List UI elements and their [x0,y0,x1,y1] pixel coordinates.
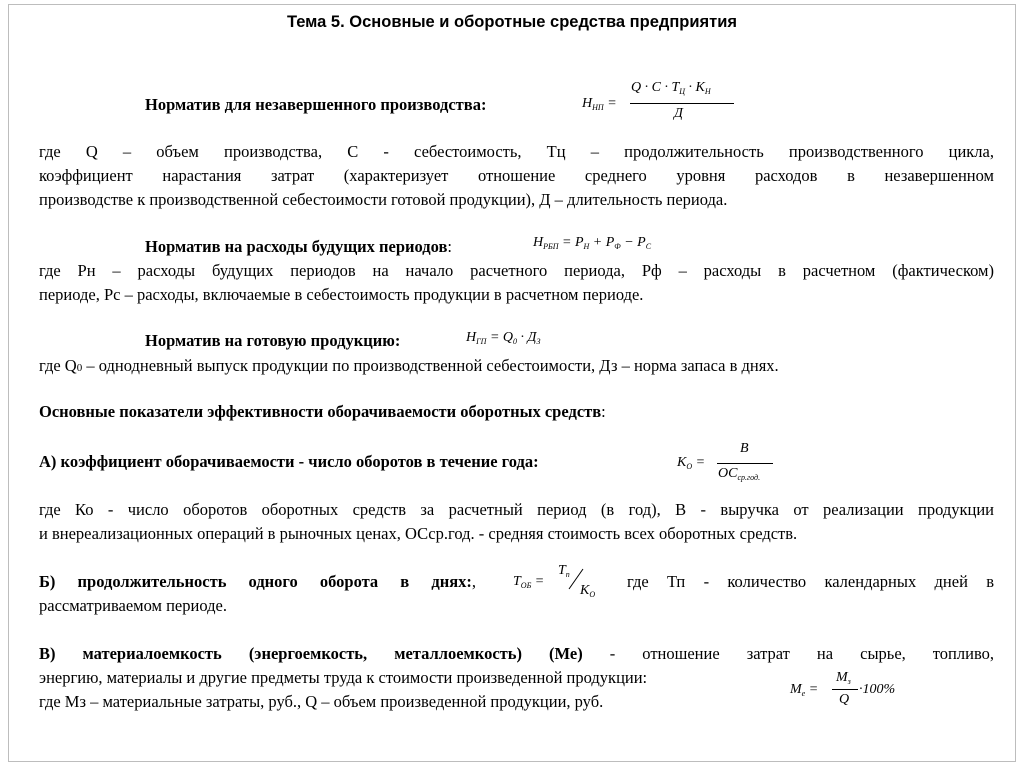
formula-material-fraction-bar [832,689,858,690]
formula-material-denominator: Q [839,692,850,707]
paragraph-material-intensity: В) материалоемкость (энергоемкость, металлоемкость) (Ме) - отношение затрат на сырье, топливо, энергию, материалы и другие предметы труда к стоимости произведенной продукции: где Мз – материальные затраты, руб., Q – объем произведенной продукции, руб. [39,644,994,711]
formula-duration-denominator: $K_О$ [580,583,596,599]
heading-finished-goods-norm: Норматив на готовую продукцию: [145,331,401,350]
paragraph-wip-definitions: где Q – объем производства, С - себестоимость, Тц – продолжительность производственного цикла, коэффициент нарастания затрат (характеризует отношение среднего уровня расходов в незавершенном производстве к производственной себестоимости готовой продукции), Д – длительность периода. [39,142,994,209]
formula-wip-fraction-bar [630,103,734,104]
formula-material-multiplier: ·100% [859,682,896,697]
formula-duration-numerator: $T_п$ [558,563,570,579]
formula-turnover-fraction-bar [717,463,773,464]
paragraph-turnover-definitions: где Ко - число оборотов оборотных средств за расчетный период (в год), В - выручка от реализации продукции и внереализационных операций в рыночных ценах, ОСср.год. - средняя стоимость всех оборотных средств. [39,500,994,543]
formula-wip-lhs: $Н_{НП}$ = [582,96,617,112]
formula-duration-lhs: $T_{ОБ}$ = [513,574,545,590]
formula-finished-goods: $Н_{ГП} = Q_0 \cdot Д_З$ [466,330,541,346]
formula-material-numerator: $M_з$ [836,670,851,686]
paragraph-deferred-definitions: где Рн – расходы будущих периодов на начало расчетного периода, Рф – расходы в расчетном (фактическом) периоде, Рс – расходы, включаемые в себестоимость продукции в расчетном периоде. [39,261,994,304]
formula-wip-numerator: $Q \cdot C \cdot T_Ц \cdot K_Н$ [631,80,711,96]
paragraph-turnover-duration: Б) продолжительность одного оборота в днях:, где Тп - количество календарных дней в рассматриваемом периоде. [39,572,994,615]
formula-wip-denominator: Д [674,106,683,121]
formula-turnover-numerator: В [740,441,749,456]
formula-deferred-expenses: $Н_{РБП} = Р_Н + Р_Ф - Р_С$ [533,235,652,251]
paragraph-finished-goods-definitions: где Q0 – однодневный выпуск продукции по производственной себестоимости, Дз – норма запаса в днях. [39,356,779,375]
heading-deferred-expenses-norm: Норматив на расходы будущих периодов: [145,237,452,256]
page-title: Тема 5. Основные и оборотные средства предприятия [286,13,738,31]
heading-turnover-ratio: А) коэффициент оборачиваемости - число оборотов в течение года: [39,452,539,471]
formula-turnover-denominator: $ОС_{ср.год.}$ [718,466,761,482]
formula-material-lhs: $M_е$ = [790,682,819,698]
formula-turnover-lhs: $K_О$ = [677,455,706,471]
heading-wip-norm: Норматив для незавершенного производства: [145,95,487,114]
heading-efficiency-indicators: Основные показатели эффективности оборачиваемости оборотных средств: [39,402,606,421]
